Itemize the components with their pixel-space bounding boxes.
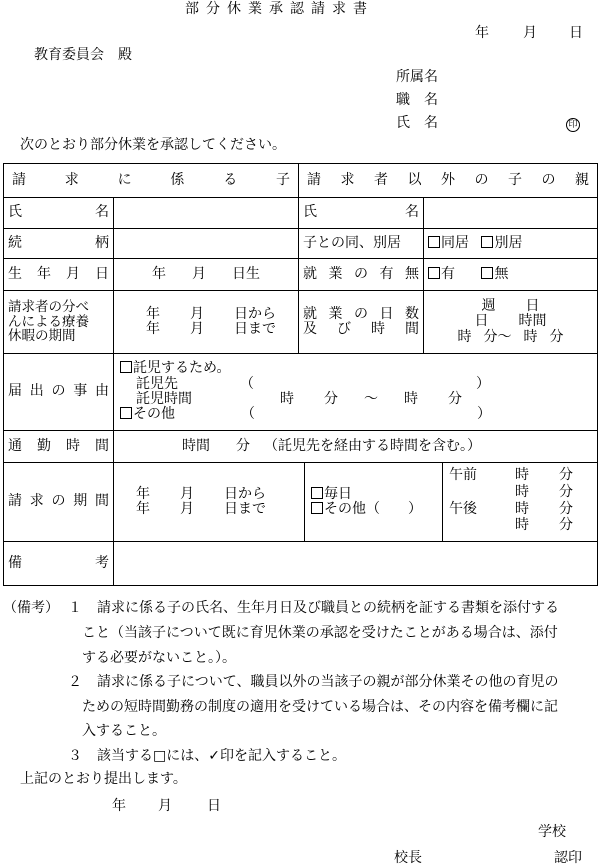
remarks-label: 備 考 — [4, 542, 114, 586]
submission-month: 月 — [158, 798, 172, 814]
birth-label: 生 年 月 日 — [4, 259, 114, 291]
child-name-field[interactable] — [114, 198, 299, 229]
separate-checkbox[interactable] — [481, 236, 493, 248]
date-month: 月 — [523, 25, 537, 41]
care-leave-period-field[interactable]: 年 月 日から 年 月 日まで — [114, 291, 299, 354]
cohabit-options: 同居 別居 — [424, 229, 598, 259]
daily-checkbox[interactable] — [311, 487, 323, 499]
note-2-number: ２ — [68, 674, 82, 690]
note-3-line-1: 該当する□には、✓印を記入すること。 — [97, 748, 346, 764]
childcare-checkbox[interactable] — [120, 361, 132, 373]
requester-name: 氏 名 — [396, 115, 438, 131]
commute-field[interactable]: 時間 分 （託児先を経由する時間を含む。） — [114, 431, 598, 463]
relation-field[interactable] — [114, 229, 299, 259]
work-days-label: 就 業 の 日 数 及 び 時 間 — [299, 291, 424, 354]
cohabit-label: 子との同、別居 — [299, 229, 424, 259]
child-name-label: 氏 名 — [4, 198, 114, 229]
employment-options: 有 無 — [424, 259, 598, 291]
parent-name-field[interactable] — [424, 198, 598, 229]
table-header-row — [4, 164, 598, 198]
period-label: 請 求 の 期 間 — [4, 463, 114, 542]
commute-label: 通 勤 時 間 — [4, 431, 114, 463]
note-3-number: ３ — [68, 748, 82, 764]
intro-text: 次のとおり部分休業を承認してください。 — [20, 137, 286, 153]
school-label: 学校 — [538, 824, 566, 840]
date-day: 日 — [569, 25, 583, 41]
note-1-line-2: こと（当該子について既に育児休業の承認を受けたことがある場合は、添付 — [82, 625, 558, 641]
header-other-parent: 請 求 者 以 外 の 子 の 親 — [299, 164, 598, 198]
submission-day: 日 — [207, 798, 221, 814]
seal-mark-icon: 印 — [566, 116, 580, 132]
period-dates[interactable]: 年 月 日から 年 月 日まで — [114, 463, 305, 541]
employed-checkbox[interactable] — [428, 267, 440, 279]
note-1-line-3: する必要がないこと。）。 — [82, 650, 236, 666]
requester-position: 職 名 — [396, 92, 438, 108]
submission-year: 年 — [112, 798, 126, 814]
period-frequency: 毎日 その他（ ） — [305, 463, 443, 541]
parent-name-label: 氏 名 — [299, 198, 424, 229]
approval-seal-label: 認印 — [554, 850, 582, 866]
request-form-table — [3, 163, 598, 586]
employment-label: 就 業 の 有 無 — [299, 259, 424, 291]
addressee: 教育委員会 殿 — [34, 47, 132, 63]
principal-label: 校長 — [394, 850, 422, 866]
date-year: 年 — [475, 25, 489, 41]
reason-field: 託児するため。 託児先 （ ） 託児時間 時 分 ～ 時 分 その他 （ ） — [114, 354, 598, 431]
page-title: 部分休業承認請求書 — [185, 1, 374, 17]
note-1-number: １ — [68, 600, 82, 616]
unemployed-checkbox[interactable] — [481, 267, 493, 279]
reason-label: 届 出 の 事 由 — [4, 354, 114, 431]
header-child: 請 求 に 係 る 子 — [4, 164, 299, 198]
note-1-line-1: 請求に係る子の氏名、生年月日及び職員との続柄を証する書類を添付する — [97, 600, 559, 616]
remarks-field[interactable] — [114, 542, 598, 586]
period-field-group — [114, 463, 598, 542]
note-2-line-2: ための短時間勤務の制度の適用を受けている場合は、その内容を備考欄に記 — [82, 699, 558, 715]
care-leave-label: 請求者の分べ んによる療養 休暇の期間 — [4, 291, 114, 354]
notes-header: （備考） — [3, 600, 59, 616]
work-days-field[interactable]: 週 日 日 時間 時 分～ 時 分 — [424, 291, 598, 354]
other-frequency-checkbox[interactable] — [311, 502, 323, 514]
period-times[interactable]: 午前 時 分 時 分 午後 時 分 時 分 — [449, 467, 573, 534]
relation-label: 続 柄 — [4, 229, 114, 259]
note-2-line-3: 入すること。 — [82, 723, 166, 739]
note-2-line-1: 請求に係る子について、職員以外の当該子の親が部分休業その他の育児の — [97, 674, 559, 690]
cohabit-checkbox[interactable] — [428, 236, 440, 248]
requester-affiliation: 所属名 — [396, 69, 438, 85]
submission-statement: 上記のとおり提出します。 — [20, 771, 187, 787]
other-reason-checkbox[interactable] — [120, 407, 132, 419]
birth-field[interactable]: 年 月 日生 — [114, 259, 299, 291]
